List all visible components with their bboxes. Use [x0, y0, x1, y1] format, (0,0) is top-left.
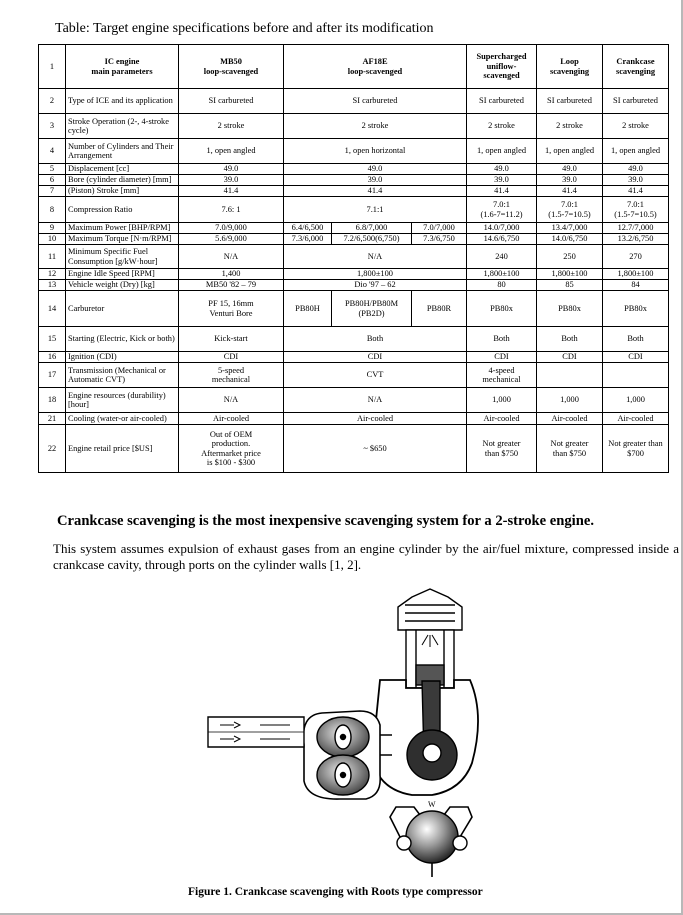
cell-mb50: 5-speed mechanical [179, 363, 284, 388]
cell-af18e: 41.4 [284, 186, 467, 197]
cell-supercharged: 7.0:1 (1.6-7=11.2) [467, 197, 537, 223]
cell-mb50: 2 stroke [179, 114, 284, 139]
table-row [39, 291, 669, 327]
table-row [39, 139, 669, 164]
cell-mb50: 7.0/9,000 [179, 223, 284, 234]
cell-af18e-a: 6.4/6,500 [284, 223, 332, 234]
cell-crankcase: 12.7/7,000 [603, 223, 669, 234]
param-label: (Piston) Stroke [mm] [66, 186, 179, 197]
cell-loop: 1, open angled [537, 139, 603, 164]
param-label: Carburetor [66, 291, 179, 327]
param-label: Number of Cylinders and Their Arrangement [66, 139, 179, 164]
cell-supercharged: 14.6/6,750 [467, 234, 537, 245]
row-number: 12 [39, 269, 66, 280]
cell-crankcase: CDI [603, 352, 669, 363]
param-label: Ignition (CDI) [66, 352, 179, 363]
row-number: 9 [39, 223, 66, 234]
cell-af18e-b: 7.2/6,500(6,750) [332, 234, 412, 245]
cell-supercharged: 41.4 [467, 186, 537, 197]
param-label: Stroke Operation (2-, 4-stroke cycle) [66, 114, 179, 139]
cell-af18e: Both [284, 327, 467, 352]
cell-af18e: CDI [284, 352, 467, 363]
param-label: Maximum Power [BHP/RPM] [66, 223, 179, 234]
row-number: 21 [39, 413, 66, 425]
cell-crankcase: 270 [603, 245, 669, 269]
param-label: Bore (cylinder diameter) [mm] [66, 175, 179, 186]
cell-af18e: Dio '97 – 62 [284, 280, 467, 291]
cell-mb50: PF 15, 16mm Venturi Bore [179, 291, 284, 327]
cell-loop: 13.4/7,000 [537, 223, 603, 234]
param-label: Compression Ratio [66, 197, 179, 223]
cell-loop: 1,000 [537, 388, 603, 413]
cell-loop: Both [537, 327, 603, 352]
table-title: Table: Target engine specifications before and after its modification [55, 21, 434, 36]
cell-crankcase: 13.2/6,750 [603, 234, 669, 245]
cell-supercharged: CDI [467, 352, 537, 363]
cell-af18e-a: 7.3/6,000 [284, 234, 332, 245]
row-number: 5 [39, 164, 66, 175]
cell-crankcase [603, 363, 669, 388]
cell-mb50: SI carbureted [179, 89, 284, 114]
param-label: Starting (Electric, Kick or both) [66, 327, 179, 352]
cell-loop: 7.0:1 (1.5-7=10.5) [537, 197, 603, 223]
cell-loop: 14.0/6,750 [537, 234, 603, 245]
table-row [39, 114, 669, 139]
cell-crankcase: 7.0:1 (1.5-7=10.5) [603, 197, 669, 223]
figure-label-w: W [428, 800, 436, 809]
table-row [39, 352, 669, 363]
row-number: 13 [39, 280, 66, 291]
cell-af18e: 39.0 [284, 175, 467, 186]
body-paragraph: This system assumes expulsion of exhaust gases from an engine cylinder by the air/fuel mixture, compressed inside a crankcase cavity, through ports on the cylinder walls [1, 2]. [53, 541, 679, 572]
row-number: 2 [39, 89, 66, 114]
row-number: 22 [39, 425, 66, 473]
param-label: Minimum Specific Fuel Consumption [g/kW·hour] [66, 245, 179, 269]
row-number: 15 [39, 327, 66, 352]
cell-supercharged: 14.0/7,000 [467, 223, 537, 234]
header-af18e: AF18E loop-scavenged [284, 45, 467, 89]
engine-spec-table [38, 44, 669, 473]
table-row [39, 388, 669, 413]
param-label: Transmission (Mechanical or Automatic CVT) [66, 363, 179, 388]
table-row [39, 223, 669, 234]
param-label: Maximum Torque [N·m/RPM] [66, 234, 179, 245]
table-header-row [39, 45, 669, 89]
table-row [39, 197, 669, 223]
table-row [39, 175, 669, 186]
cell-mb50: Air-cooled [179, 413, 284, 425]
cell-crankcase: 2 stroke [603, 114, 669, 139]
cell-af18e: SI carbureted [284, 89, 467, 114]
cell-loop: 41.4 [537, 186, 603, 197]
cell-supercharged: 1,800±100 [467, 269, 537, 280]
cell-supercharged: 39.0 [467, 175, 537, 186]
cell-mb50: 7.6: 1 [179, 197, 284, 223]
cell-supercharged: 1, open angled [467, 139, 537, 164]
cell-supercharged: 80 [467, 280, 537, 291]
cell-mb50: N/A [179, 388, 284, 413]
row-number: 16 [39, 352, 66, 363]
param-label: Cooling (water-or air-cooled) [66, 413, 179, 425]
cell-loop: 49.0 [537, 164, 603, 175]
param-label: Engine resources (durability) [hour] [66, 388, 179, 413]
crank-pin [423, 744, 441, 762]
cell-crankcase: Not greater than $700 [603, 425, 669, 473]
cell-crankcase: 1, open angled [603, 139, 669, 164]
cell-supercharged: SI carbureted [467, 89, 537, 114]
cell-loop: 39.0 [537, 175, 603, 186]
param-label: Engine Idle Speed [RPM] [66, 269, 179, 280]
cell-mb50: Kick-start [179, 327, 284, 352]
cell-loop: 250 [537, 245, 603, 269]
cell-crankcase: PB80x [603, 291, 669, 327]
table-row [39, 280, 669, 291]
cell-crankcase: Both [603, 327, 669, 352]
header-mb50: MB50 loop-scavenged [179, 45, 284, 89]
row-number: 1 [39, 45, 66, 89]
cell-crankcase: 49.0 [603, 164, 669, 175]
cell-mb50: 41.4 [179, 186, 284, 197]
cell-af18e-b: PB80H/PB80M (PB2D) [332, 291, 412, 327]
cell-loop: CDI [537, 352, 603, 363]
row-number: 7 [39, 186, 66, 197]
cell-mb50: N/A [179, 245, 284, 269]
cell-af18e-b: 6.8/7,000 [332, 223, 412, 234]
cell-af18e: 1, open horizontal [284, 139, 467, 164]
row-number: 14 [39, 291, 66, 327]
section-heading: Crankcase scavenging is the most inexpensive scavenging system for a 2-stroke engine. [57, 513, 594, 529]
param-label: Engine retail price [$US] [66, 425, 179, 473]
cell-mb50: CDI [179, 352, 284, 363]
cell-mb50: Out of OEM production. Aftermarket price is $100 - $300 [179, 425, 284, 473]
cell-af18e: N/A [284, 388, 467, 413]
cell-supercharged: 4-speed mechanical [467, 363, 537, 388]
cell-supercharged: Not greater than $750 [467, 425, 537, 473]
table-row [39, 413, 669, 425]
header-loop: Loop scavenging [537, 45, 603, 89]
header-supercharged: Supercharged uniflow- scavenged [467, 45, 537, 89]
figure-caption: Figure 1. Crankcase scavenging with Roots type compressor [188, 886, 483, 898]
cell-mb50: 1,400 [179, 269, 284, 280]
cell-loop: SI carbureted [537, 89, 603, 114]
row-number: 18 [39, 388, 66, 413]
row-number: 3 [39, 114, 66, 139]
flywheel [406, 811, 458, 863]
cell-mb50: 1, open angled [179, 139, 284, 164]
table-row [39, 327, 669, 352]
table-row [39, 269, 669, 280]
cell-loop: Not greater than $750 [537, 425, 603, 473]
cell-loop: 2 stroke [537, 114, 603, 139]
cell-supercharged: PB80x [467, 291, 537, 327]
cell-supercharged: Both [467, 327, 537, 352]
cell-mb50: MB50 '82 – 79 [179, 280, 284, 291]
cell-crankcase: Air-cooled [603, 413, 669, 425]
cell-loop: 1,800±100 [537, 269, 603, 280]
cell-mb50: 5.6/9,000 [179, 234, 284, 245]
cell-crankcase: 39.0 [603, 175, 669, 186]
table-row [39, 363, 669, 388]
cell-loop: 85 [537, 280, 603, 291]
cell-af18e: N/A [284, 245, 467, 269]
cell-crankcase: SI carbureted [603, 89, 669, 114]
cell-supercharged: Air-cooled [467, 413, 537, 425]
param-label: Displacement [cc] [66, 164, 179, 175]
cylinder-head [398, 589, 462, 630]
cell-af18e: CVT [284, 363, 467, 388]
cell-loop: Air-cooled [537, 413, 603, 425]
cell-supercharged: 1,000 [467, 388, 537, 413]
cell-mb50: 39.0 [179, 175, 284, 186]
cell-crankcase: 1,000 [603, 388, 669, 413]
row-number: 17 [39, 363, 66, 388]
table-row [39, 164, 669, 175]
cell-af18e: Air-cooled [284, 413, 467, 425]
row-number: 8 [39, 197, 66, 223]
cell-af18e-c: 7.0/7,000 [412, 223, 467, 234]
cell-supercharged: 2 stroke [467, 114, 537, 139]
cell-af18e-c: PB80R [412, 291, 467, 327]
cell-af18e: ~ $650 [284, 425, 467, 473]
cell-af18e-c: 7.3/6,750 [412, 234, 467, 245]
cell-af18e: 1,800±100 [284, 269, 467, 280]
param-label: Type of ICE and its application [66, 89, 179, 114]
header-parameters: IC engine main parameters [66, 45, 179, 89]
cell-af18e: 49.0 [284, 164, 467, 175]
cell-crankcase: 1,800±100 [603, 269, 669, 280]
table-row [39, 89, 669, 114]
table-row [39, 425, 669, 473]
cell-crankcase: 84 [603, 280, 669, 291]
crankcase-scavenging-figure [200, 585, 485, 880]
table-row [39, 245, 669, 269]
cell-loop: PB80x [537, 291, 603, 327]
param-label: Vehicle weight (Dry) [kg] [66, 280, 179, 291]
cell-af18e: 7.1:1 [284, 197, 467, 223]
cell-supercharged: 49.0 [467, 164, 537, 175]
row-number: 6 [39, 175, 66, 186]
table-row [39, 186, 669, 197]
cell-supercharged: 240 [467, 245, 537, 269]
row-number: 11 [39, 245, 66, 269]
cell-mb50: 49.0 [179, 164, 284, 175]
header-crankcase: Crankcase scavenging [603, 45, 669, 89]
cell-loop [537, 363, 603, 388]
cell-af18e-a: PB80H [284, 291, 332, 327]
cell-af18e: 2 stroke [284, 114, 467, 139]
row-number: 10 [39, 234, 66, 245]
table-row [39, 234, 669, 245]
cell-crankcase: 41.4 [603, 186, 669, 197]
row-number: 4 [39, 139, 66, 164]
